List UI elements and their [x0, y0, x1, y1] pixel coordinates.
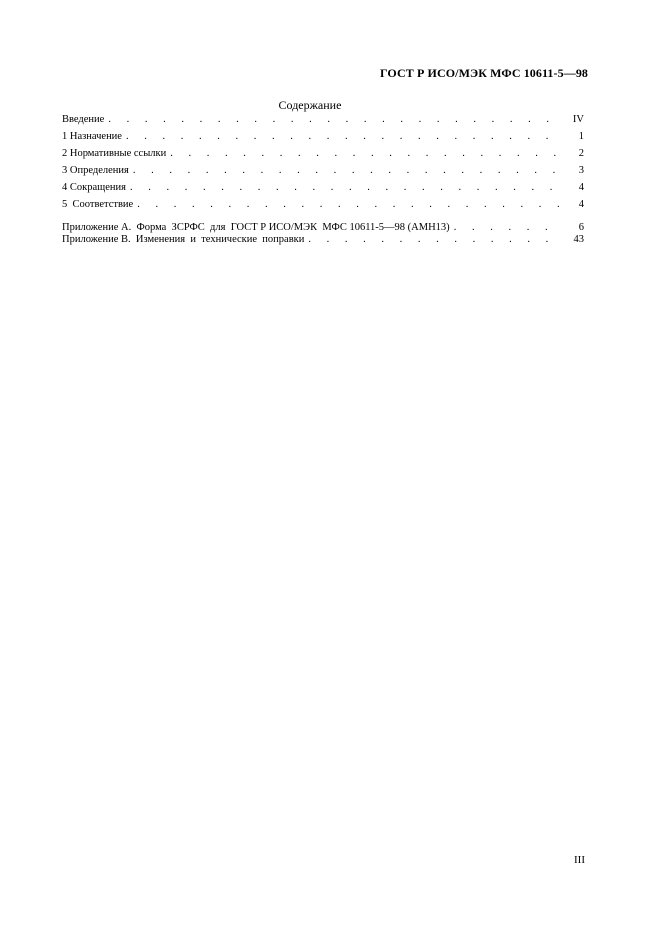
toc-entry-page: 3 — [578, 165, 584, 176]
toc-entry-label: 3 Определения — [62, 165, 129, 176]
toc-leader-dots — [104, 114, 562, 125]
toc-entry-introduction[interactable] — [62, 114, 584, 131]
toc-leader-dots — [126, 182, 562, 193]
toc-entry-page: 4 — [578, 199, 584, 210]
toc-entry-label: Приложение А. Форма ЗСРФС для ГОСТ Р ИСО/МЭК МФС 10611-5—98 (АМН13) — [62, 222, 450, 233]
toc-entry-label: 4 Сокращения — [62, 182, 126, 193]
toc-entry-label: 2 Нормативные ссылки — [62, 148, 167, 159]
toc-title: Содержание — [278, 98, 342, 112]
toc-entry-definitions[interactable] — [62, 165, 584, 182]
toc-entry-label: Введение — [62, 114, 105, 125]
toc-entry-label: Приложение В. Изменения и технические поправки — [62, 234, 305, 245]
toc-entry-page: 1 — [578, 131, 584, 142]
toc-entry-page: 4 — [578, 182, 584, 193]
toc-entry-page: IV — [572, 114, 584, 125]
toc-leader-dots — [450, 222, 562, 233]
toc-entry-abbreviations[interactable] — [62, 182, 584, 199]
toc-leader-dots — [133, 199, 562, 210]
toc-entry-page: 43 — [573, 234, 584, 245]
toc-entry-label: 5 Соответствие — [62, 199, 134, 210]
toc-leader-dots — [122, 131, 562, 142]
toc-entry-page: 2 — [578, 148, 584, 159]
toc-entry-label: 1 Назначение — [62, 131, 122, 142]
table-of-contents — [62, 114, 584, 246]
toc-entry-scope[interactable] — [62, 131, 584, 148]
toc-leader-dots — [129, 165, 562, 176]
toc-entry-annex-b[interactable] — [62, 234, 584, 246]
toc-entry-normative-references[interactable] — [62, 148, 584, 165]
toc-entry-conformance[interactable] — [62, 199, 584, 216]
document-identifier: ГОСТ Р ИСО/МЭК МФС 10611-5—98 — [380, 66, 589, 80]
toc-entry-page: 6 — [578, 222, 584, 233]
page-number: III — [574, 854, 585, 866]
toc-leader-dots — [304, 234, 562, 245]
toc-entry-annex-a[interactable] — [62, 222, 584, 234]
toc-leader-dots — [166, 148, 562, 159]
